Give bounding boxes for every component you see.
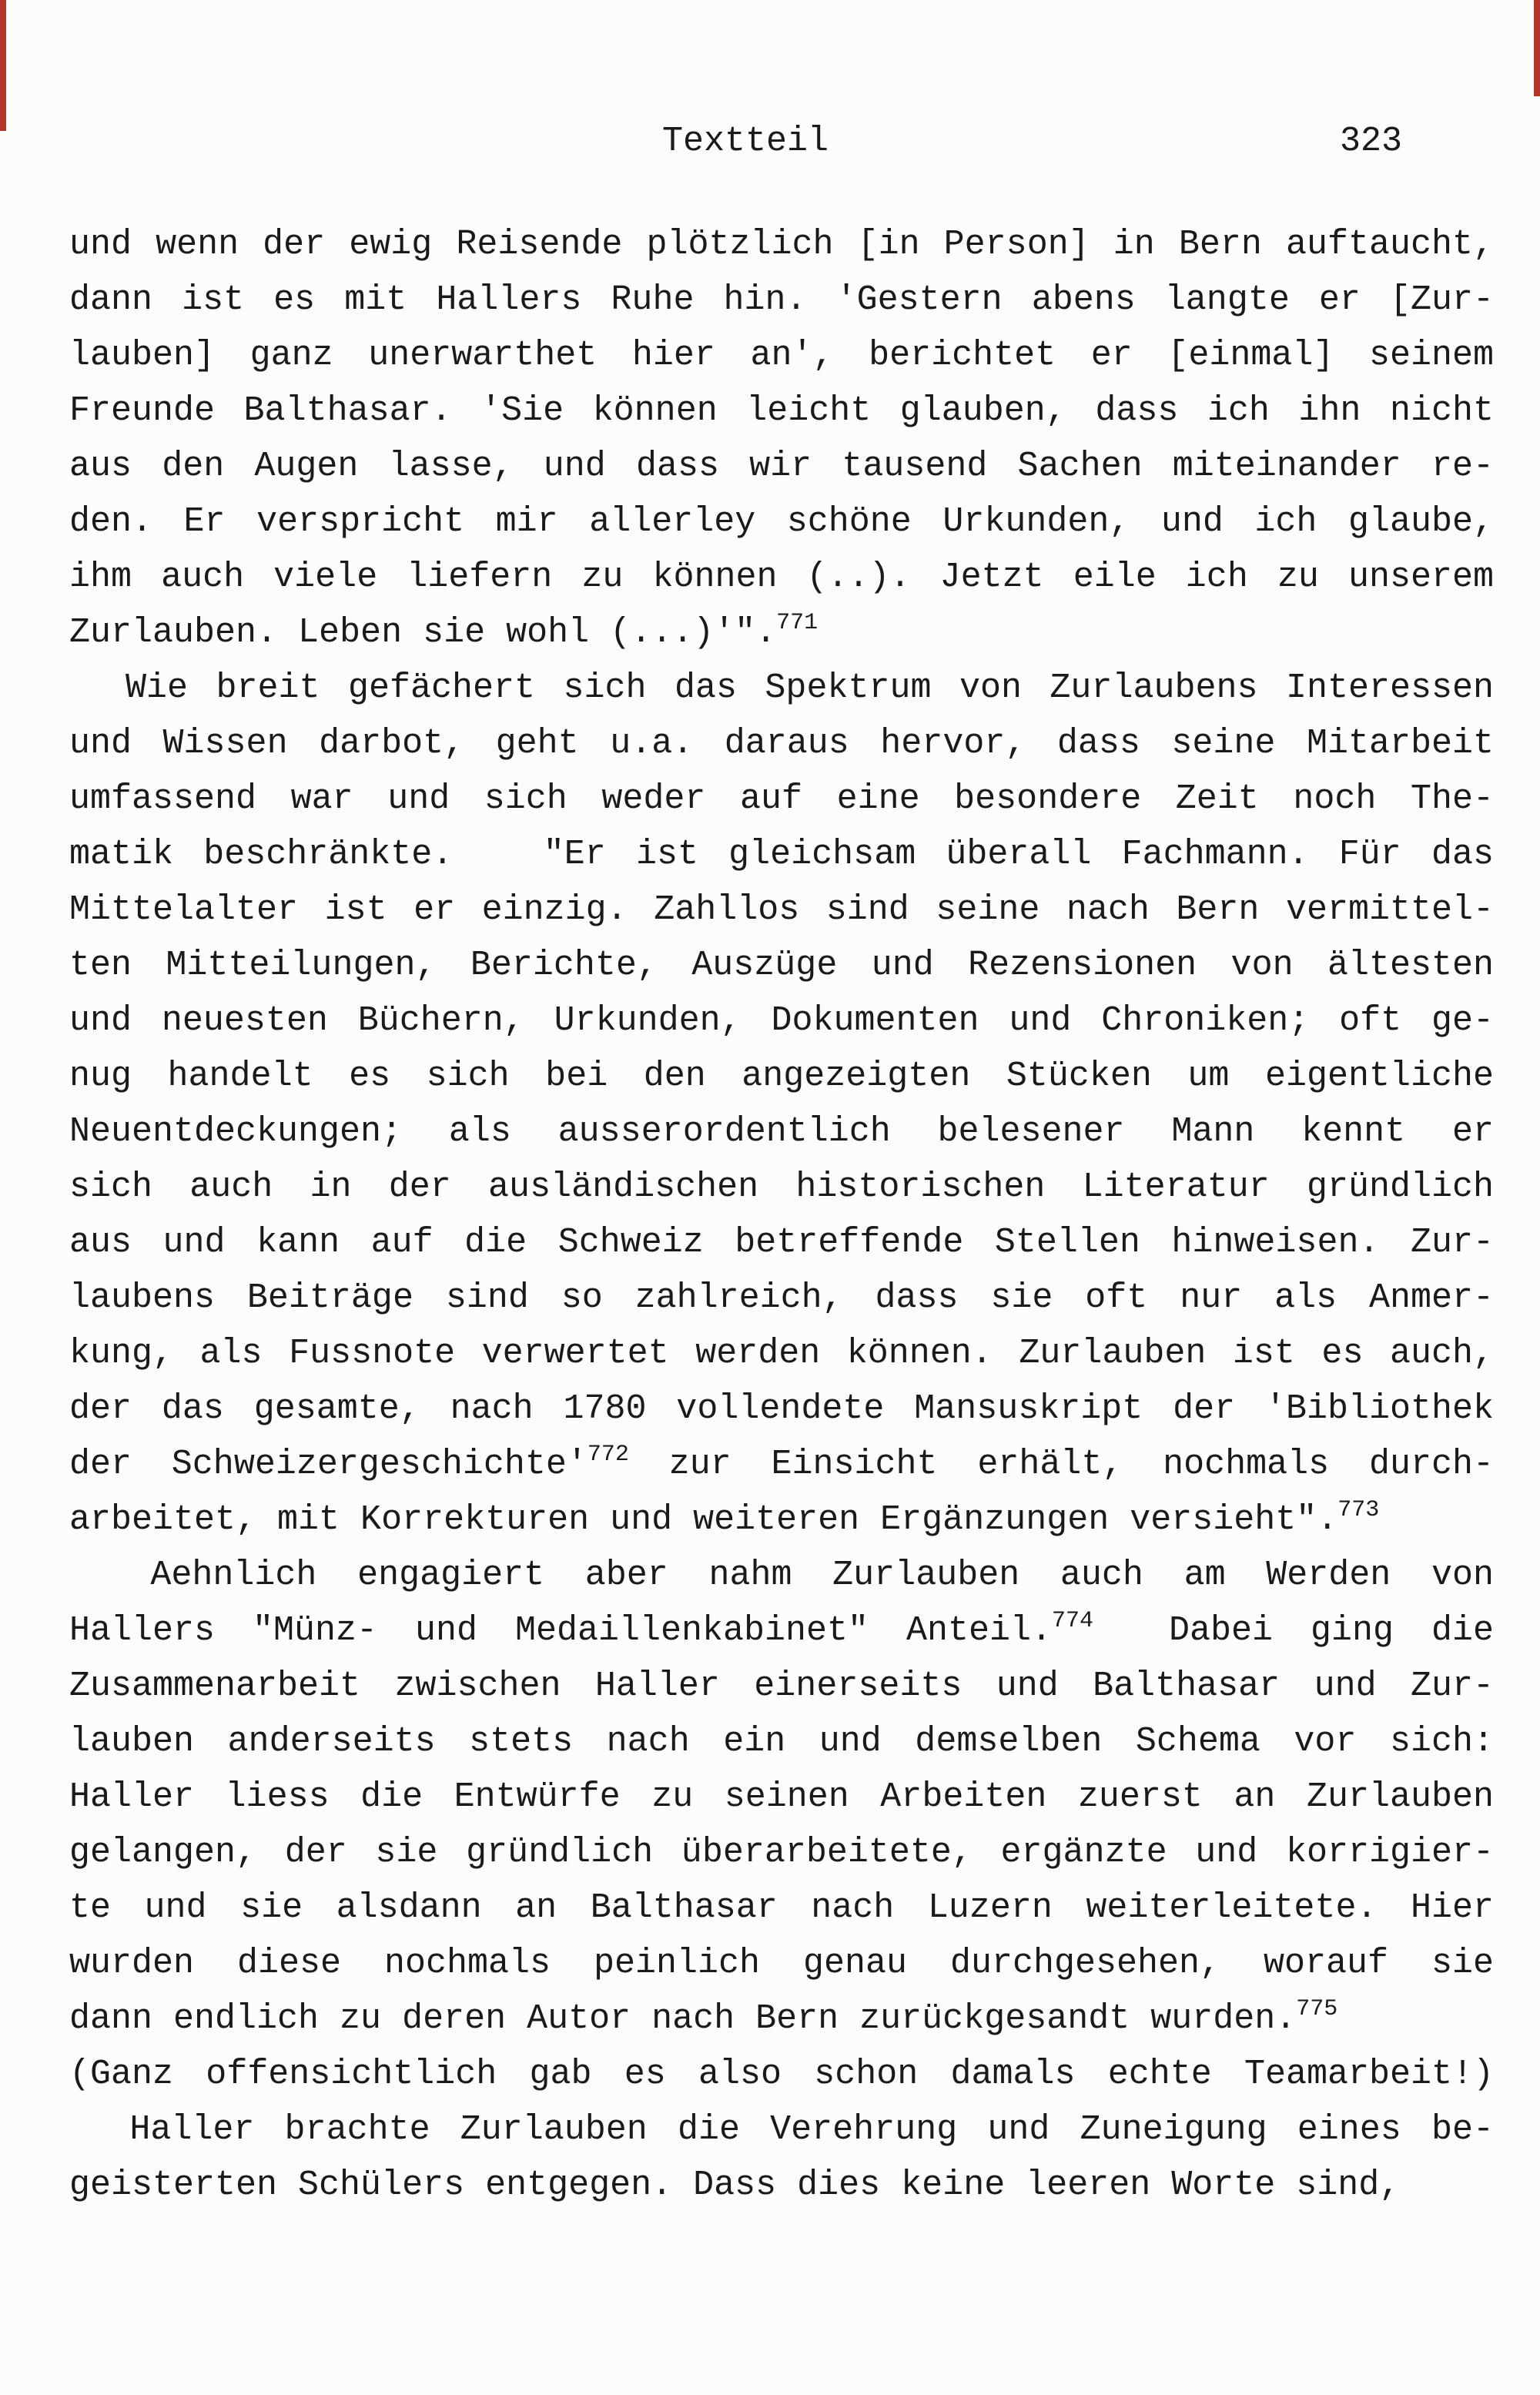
text-segment: der das gesamte, nach 1780 vollendete Mansuskript der 'Bibliothek (69, 1389, 1494, 1429)
text-line (69, 1659, 1494, 1714)
text-line (69, 993, 1494, 1049)
text-line (69, 2047, 1494, 2102)
text-segment: Aehnlich engagiert aber nahm Zurlauben auch am Werden von (69, 1556, 1494, 1595)
text-segment: Freunde Balthasar. 'Sie können leicht glauben, dass ich ihn nicht (69, 391, 1494, 430)
text-line (69, 2158, 1494, 2213)
text-line (69, 827, 1494, 883)
running-head: Textteil (662, 122, 829, 161)
text-line (69, 384, 1494, 439)
text-segment: matik beschränkte. "Er ist gleichsam überall Fachmann. Für das (69, 835, 1494, 874)
paragraph (69, 2102, 1494, 2213)
paragraph (69, 661, 1494, 1548)
text-line (69, 1271, 1494, 1326)
text-segment: Haller liess die Entwürfe zu seinen Arbeiten zuerst an Zurlauben (69, 1777, 1494, 1817)
text-line (69, 661, 1494, 716)
text-line (69, 1881, 1494, 1936)
text-segment: den. Er verspricht mir allerley schöne Urkunden, und ich glaube, (69, 502, 1494, 541)
text-segment: laubens Beiträge sind so zahlreich, dass sie oft nur als Anmer- (69, 1278, 1494, 1318)
text-segment: aus und kann auf die Schweiz betreffende Stellen hinweisen. Zur- (69, 1223, 1494, 1262)
text-line (69, 217, 1494, 273)
text-segment: lauben] ganz unerwarthet hier an', berichtet er [einmal] seinem (69, 336, 1494, 375)
text-segment: lauben anderseits stets nach ein und demselben Schema vor sich: (69, 1722, 1494, 1761)
text-segment: zur Einsicht erhält, nochmals durch- (628, 1445, 1494, 1484)
text-line (69, 1548, 1494, 1603)
text-segment: wurden diese nochmals peinlich genau durchgesehen, worauf sie (69, 1944, 1494, 1983)
text-line (69, 772, 1494, 827)
text-line (69, 494, 1494, 550)
scan-artifact-left-edge-icon (0, 0, 6, 131)
text-line (69, 716, 1494, 772)
text-segment: te und sie alsdann an Balthasar nach Luzern weiterleitete. Hier (69, 1888, 1494, 1928)
page-header (69, 117, 1494, 166)
text-line (69, 1160, 1494, 1215)
text-line (69, 328, 1494, 384)
footnote-reference: 771 (776, 610, 819, 636)
text-segment: Haller brachte Zurlauben die Verehrung und Zuneigung eines be- (69, 2110, 1494, 2149)
footnote-reference: 775 (1296, 1996, 1338, 2022)
text-line (69, 1049, 1494, 1104)
page-number: 323 (1340, 122, 1403, 161)
text-line (69, 883, 1494, 938)
text-segment: und wenn der ewig Reisende plötzlich [in Person] in Bern auftaucht, (69, 225, 1494, 264)
text-segment: geisterten Schülers entgegen. Dass dies keine leeren Worte sind, (69, 2166, 1401, 2205)
text-segment: Zusammenarbeit zwischen Haller einerseits und Balthasar und Zur- (69, 1666, 1494, 1706)
text-line (69, 1936, 1494, 1991)
text-segment: dann endlich zu deren Autor nach Bern zurückgesandt wurden. (69, 1999, 1297, 2038)
text-line (69, 1382, 1494, 1437)
text-line (69, 1326, 1494, 1382)
text-line (69, 1991, 1494, 2047)
text-line (69, 938, 1494, 993)
text-segment: nug handelt es sich bei den angezeigten Stücken um eigentliche (69, 1057, 1494, 1096)
text-segment: Wie breit gefächert sich das Spektrum von Zurlaubens Interessen (69, 668, 1494, 708)
text-segment: arbeitet, mit Korrekturen und weiteren Ergänzungen versieht". (69, 1500, 1338, 1539)
text-segment: gelangen, der sie gründlich überarbeitete, ergänzte und korrigier- (69, 1833, 1494, 1872)
paragraph (69, 217, 1494, 661)
text-segment: kung, als Fussnote verwertet werden können. Zurlauben ist es auch, (69, 1334, 1494, 1373)
footnote-reference: 773 (1337, 1497, 1380, 1523)
text-line (69, 1825, 1494, 1881)
text-line (69, 1770, 1494, 1825)
scan-artifact-right-edge-icon (1534, 0, 1540, 96)
text-segment: Zurlauben. Leben sie wohl (...)'". (69, 613, 777, 652)
text-line (69, 1714, 1494, 1770)
text-segment: sich auch in der ausländischen historischen Literatur gründlich (69, 1167, 1494, 1207)
text-line (69, 1215, 1494, 1271)
text-segment: und neuesten Büchern, Urkunden, Dokumenten und Chroniken; oft ge- (69, 1001, 1494, 1040)
text-segment: Dabei ging die (1093, 1611, 1494, 1650)
text-line (69, 1437, 1494, 1492)
text-line (69, 273, 1494, 328)
text-segment: ten Mitteilungen, Berichte, Auszüge und Rezensionen von ältesten (69, 946, 1494, 985)
text-line (69, 439, 1494, 494)
text-line (69, 550, 1494, 605)
text-line (69, 2102, 1494, 2158)
text-line (69, 1104, 1494, 1160)
paragraph (69, 1548, 1494, 2102)
footnote-reference: 774 (1052, 1608, 1094, 1634)
text-segment: ihm auch viele liefern zu können (..). Jetzt eile ich zu unserem (69, 558, 1494, 597)
text-line (69, 605, 1494, 661)
body-text (69, 217, 1494, 2213)
text-segment: dann ist es mit Hallers Ruhe hin. 'Gestern abens langte er [Zur- (69, 280, 1494, 320)
text-segment: Hallers "Münz- und Medaillenkabinet" Anteil. (69, 1611, 1053, 1650)
text-segment: der Schweizergeschichte' (69, 1445, 588, 1484)
text-segment: umfassend war und sich weder auf eine besondere Zeit noch The- (69, 779, 1494, 819)
text-line (69, 1603, 1494, 1659)
footnote-reference: 772 (587, 1442, 629, 1468)
text-segment: Neuentdeckungen; als ausserordentlich belesener Mann kennt er (69, 1112, 1494, 1151)
text-segment: und Wissen darbot, geht u.a. daraus hervor, dass seine Mitarbeit (69, 724, 1494, 763)
text-segment: aus den Augen lasse, und dass wir tausend Sachen miteinander re- (69, 447, 1494, 486)
text-line (69, 1492, 1494, 1548)
text-segment: (Ganz offensichtlich gab es also schon damals echte Teamarbeit!) (69, 2055, 1494, 2094)
text-segment: Mittelalter ist er einzig. Zahllos sind seine nach Bern vermittel- (69, 890, 1494, 930)
